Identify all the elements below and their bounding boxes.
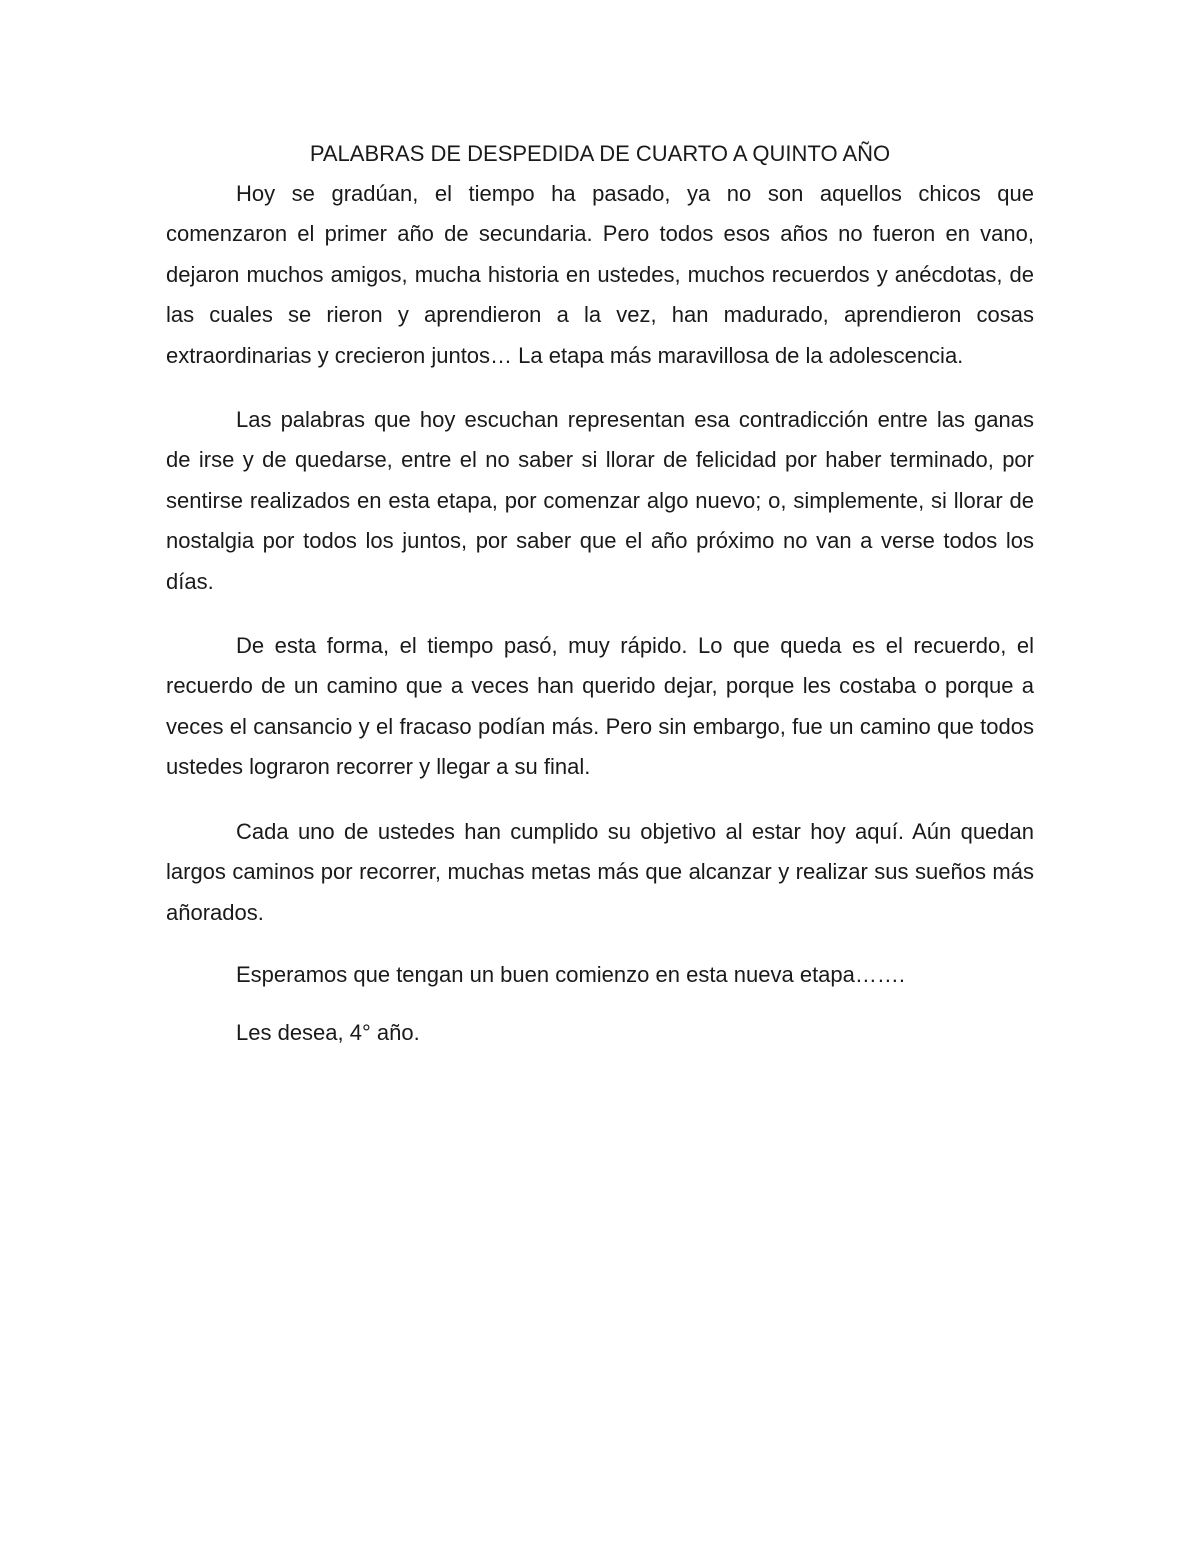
paragraph-objective: Cada uno de ustedes han cumplido su objetivo al estar hoy aquí. Aún quedan largos caminos por recorrer, muchas metas más que alcanzar y realizar sus sueños más añorados. bbox=[166, 818, 1034, 925]
document-body bbox=[166, 134, 1034, 1054]
document-title: PALABRAS DE DESPEDIDA DE CUARTO A QUINTO AÑO bbox=[309, 141, 891, 166]
paragraph-wish: Esperamos que tengan un buen comienzo en esta nueva etapa……. bbox=[236, 961, 906, 987]
paragraph-graduation: Hoy se gradúan, el tiempo ha pasado, ya no son aquellos chicos que comenzaron el primer año de secundaria. Pero todos esos años no fueron en vano, dejaron muchos amigos, mucha historia en ustedes, muchos recuerdos y anécdotas, de las cuales se rieron y aprendieron a la vez, han madurado, aprendieron cosas extraordinarias y crecieron juntos… La etapa más maravillosa de la adolescencia. bbox=[166, 181, 1034, 368]
paragraph-contradiction: Las palabras que hoy escuchan representan esa contradicción entre las ganas de irse y de quedarse, entre el no saber si llorar de felicidad por haber terminado, por sentirse realizados en esta etapa, por comenzar algo nuevo; o, simplemente, si llorar de nostalgia por todos los juntos, por saber que el año próximo no van a verse todos los días. bbox=[166, 407, 1034, 594]
paragraph-memory: De esta forma, el tiempo pasó, muy rápido. Lo que queda es el recuerdo, el recuerdo de un camino que a veces han querido dejar, porque les costaba o porque a veces el cansancio y el fracaso podían más. Pero sin embargo, fue un camino que todos ustedes lograron recorrer y llegar a su final. bbox=[166, 633, 1034, 780]
signature-line: Les desea, 4° año. bbox=[236, 1020, 420, 1046]
